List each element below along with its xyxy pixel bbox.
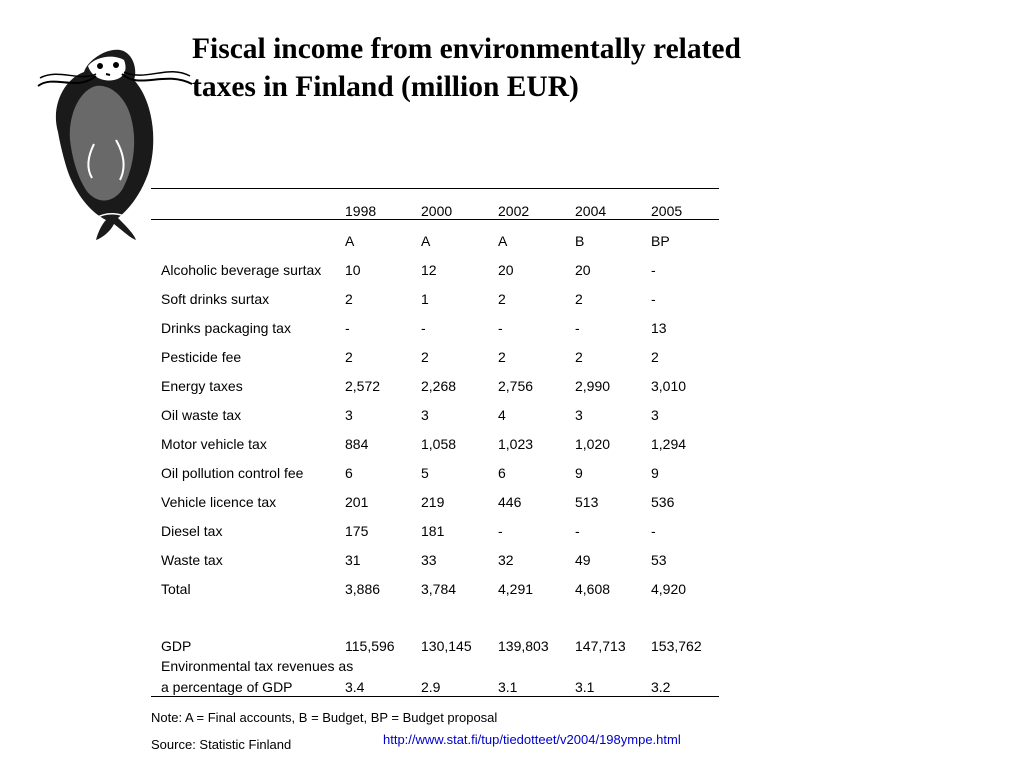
row-label: Alcoholic beverage surtax xyxy=(161,262,322,278)
gdp-value: 139,803 xyxy=(498,638,549,654)
status-header: A xyxy=(498,233,508,249)
row-value: 2,756 xyxy=(498,378,534,394)
row-value: 2,572 xyxy=(345,378,381,394)
row-value: 446 xyxy=(498,494,522,510)
row-value: 3,010 xyxy=(651,378,687,394)
row-value: 1,058 xyxy=(421,436,457,452)
row-value: 536 xyxy=(651,494,675,510)
row-value: - xyxy=(345,320,350,336)
row-value: - xyxy=(575,320,580,336)
row-value: 53 xyxy=(651,552,667,568)
pct-value: 3.1 xyxy=(575,679,595,695)
pct-value: 3.4 xyxy=(345,679,365,695)
row-label: Total xyxy=(161,581,191,597)
row-value: 1,294 xyxy=(651,436,687,452)
row-value: 2 xyxy=(575,291,583,307)
year-header: 2004 xyxy=(575,203,607,219)
row-value: 3,886 xyxy=(345,581,381,597)
row-label: Energy taxes xyxy=(161,378,243,394)
pct-label-line-1: Environmental tax revenues as xyxy=(161,658,354,674)
row-value: 1,023 xyxy=(498,436,534,452)
row-value: 10 xyxy=(345,262,361,278)
source-text: Source: Statistic Finland xyxy=(151,737,292,752)
row-value: 4 xyxy=(498,407,506,423)
row-value: - xyxy=(651,291,656,307)
row-value: 12 xyxy=(421,262,437,278)
status-header: BP xyxy=(651,233,670,249)
row-value: 6 xyxy=(345,465,353,481)
row-value: 4,291 xyxy=(498,581,534,597)
row-value: 3 xyxy=(421,407,429,423)
table-rule-header xyxy=(151,219,719,220)
row-value: 2,990 xyxy=(575,378,611,394)
row-value: 2 xyxy=(345,349,353,365)
gdp-value: 115,596 xyxy=(345,638,395,654)
row-label: Diesel tax xyxy=(161,523,223,539)
row-value: 3 xyxy=(345,407,353,423)
row-value: 884 xyxy=(345,436,369,452)
pct-value: 3.2 xyxy=(651,679,671,695)
row-value: 513 xyxy=(575,494,599,510)
row-value: 2 xyxy=(345,291,353,307)
row-value: 20 xyxy=(498,262,514,278)
year-header: 2005 xyxy=(651,203,683,219)
year-header: 1998 xyxy=(345,203,377,219)
row-value: 3,784 xyxy=(421,581,457,597)
row-value: - xyxy=(498,523,503,539)
row-value: - xyxy=(575,523,580,539)
row-label: Waste tax xyxy=(161,552,223,568)
row-label: Pesticide fee xyxy=(161,349,242,365)
table-rule-bottom xyxy=(151,696,719,697)
row-value: 32 xyxy=(498,552,514,568)
row-value: 4,920 xyxy=(651,581,687,597)
row-value: - xyxy=(651,523,656,539)
pct-value: 3.1 xyxy=(498,679,518,695)
pct-value: 2.9 xyxy=(421,679,441,695)
row-value: - xyxy=(498,320,503,336)
year-header: 2002 xyxy=(498,203,530,219)
table-note: Note: A = Final accounts, B = Budget, BP = Budget proposal xyxy=(151,710,498,725)
row-value: 4,608 xyxy=(575,581,611,597)
status-header: A xyxy=(421,233,431,249)
row-value: 6 xyxy=(498,465,506,481)
row-value: 1,020 xyxy=(575,436,611,452)
row-value: 49 xyxy=(575,552,591,568)
source-link[interactable]: http://www.stat.fi/tup/tiedotteet/v2004/198ympe.html xyxy=(383,732,681,747)
row-value: 219 xyxy=(421,494,445,510)
row-label: Oil pollution control fee xyxy=(161,465,304,481)
row-label: Motor vehicle tax xyxy=(161,436,267,452)
gdp-value: 147,713 xyxy=(575,638,626,654)
row-value: 13 xyxy=(651,320,667,336)
row-value: 2 xyxy=(498,291,506,307)
pct-label-line-2: a percentage of GDP xyxy=(161,679,293,695)
row-label: Drinks packaging tax xyxy=(161,320,291,336)
page-title xyxy=(192,30,912,106)
row-value: 9 xyxy=(651,465,659,481)
row-value: 181 xyxy=(421,523,445,539)
row-label: Oil waste tax xyxy=(161,407,242,423)
gdp-label: GDP xyxy=(161,638,192,654)
row-label: Soft drinks surtax xyxy=(161,291,270,307)
row-value: 2 xyxy=(575,349,583,365)
title-line-2: taxes in Finland (million EUR) xyxy=(192,71,579,103)
row-value: 2,268 xyxy=(421,378,457,394)
row-value: 5 xyxy=(421,465,429,481)
row-value: - xyxy=(421,320,426,336)
row-value: 3 xyxy=(651,407,659,423)
year-header: 2000 xyxy=(421,203,453,219)
row-value: 20 xyxy=(575,262,591,278)
row-value: 1 xyxy=(421,291,429,307)
table-rule-top xyxy=(151,188,719,189)
status-header: B xyxy=(575,233,585,249)
tax-table xyxy=(151,186,719,697)
row-value: 201 xyxy=(345,494,369,510)
row-value: 2 xyxy=(498,349,506,365)
row-value: 2 xyxy=(651,349,659,365)
row-value: 175 xyxy=(345,523,369,539)
row-label: Vehicle licence tax xyxy=(161,494,277,510)
row-value: 9 xyxy=(575,465,583,481)
status-header: A xyxy=(345,233,355,249)
gdp-value: 130,145 xyxy=(421,638,472,654)
row-value: 2 xyxy=(421,349,429,365)
row-value: 3 xyxy=(575,407,583,423)
title-line-1: Fiscal income from environmentally related xyxy=(192,33,741,65)
row-value: 33 xyxy=(421,552,437,568)
gdp-value: 153,762 xyxy=(651,638,702,654)
row-value: 31 xyxy=(345,552,361,568)
row-value: - xyxy=(651,262,656,278)
